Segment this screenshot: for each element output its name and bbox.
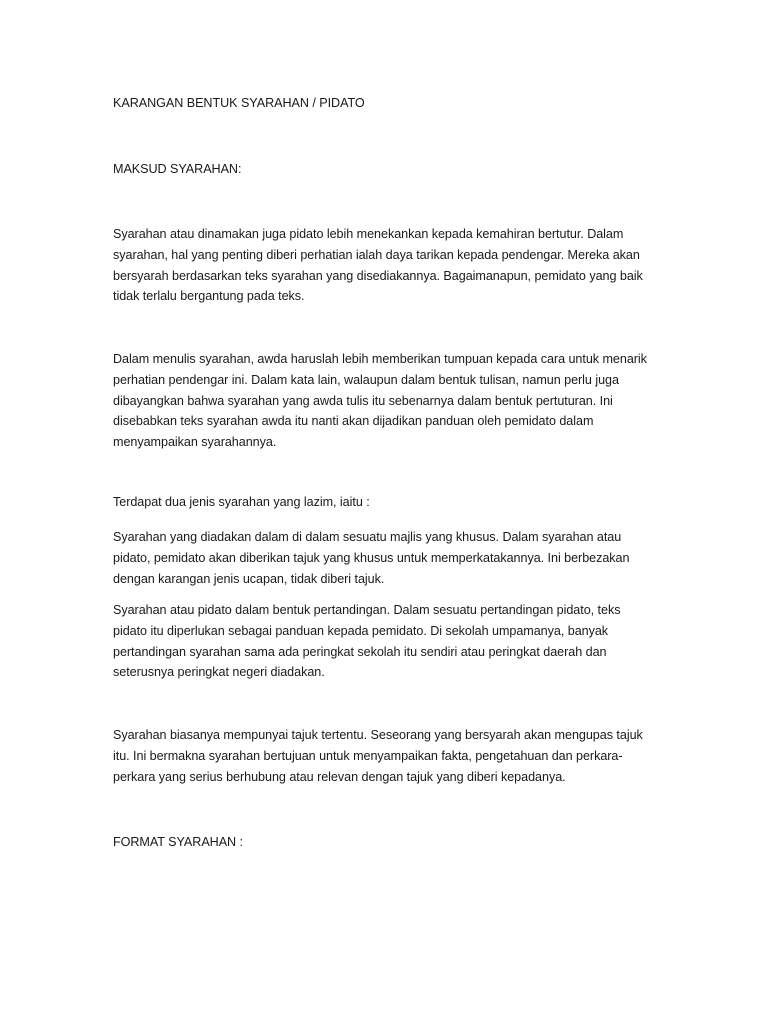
section-heading-maksud: MAKSUD SYARAHAN: — [113, 162, 242, 176]
paragraph-definition: Syarahan atau dinamakan juga pidato lebih menekankan kepada kemahiran bertutur. Dalam syarahan, hal yang penting diberi perhatian ialah daya tarikan kepada pendengar. Mereka akan bersyarah berdasarkan teks syarahan yang disediakannya. Bagaimanapun, pemidato yang baik tidak terlalu bergantung pada teks. — [113, 227, 643, 304]
document-title: KARANGAN BENTUK SYARAHAN / PIDATO — [113, 96, 365, 110]
section-heading-format: FORMAT SYARAHAN : — [113, 835, 243, 849]
paragraph-type-one: Syarahan yang diadakan dalam di dalam sesuatu majlis yang khusus. Dalam syarahan atau pidato, pemidato akan diberikan tajuk yang khusus untuk memperkatakannya. Ini berbezakan dengan karangan jenis ucapan, tidak diberi tajuk. — [113, 530, 630, 586]
paragraph-type-two: Syarahan atau pidato dalam bentuk pertandingan. Dalam sesuatu pertandingan pidato, teks pidato itu diperlukan sebagai panduan kepada pemidato. Di sekolah umpamanya, banyak pertandingan syarahan sama ada peringkat sekolah itu sendiri atau peringkat daerah dan seterusnya peringkat negeri diadakan. — [113, 603, 621, 680]
paragraph-writing-tips: Dalam menulis syarahan, awda haruslah lebih memberikan tumpuan kepada cara untuk menarik perhatian pendengar ini. Dalam kata lain, walaupun dalam bentuk tulisan, namun perlu juga dibayangkan bahwa syarahan yang awda tulis itu sebenarnya dalam bentuk pertuturan. Ini disebabkan teks syarahan awda itu nanti akan dijadikan panduan oleh pemidato dalam menyampaikan syarahannya. — [113, 352, 647, 450]
paragraph-types-intro: Terdapat dua jenis syarahan yang lazim, iaitu : — [113, 495, 370, 509]
paragraph-topic: Syarahan biasanya mempunyai tajuk tertentu. Seseorang yang bersyarah akan mengupas tajuk itu. Ini bermakna syarahan bertujuan untuk menyampaikan fakta, pengetahuan dan perkara-perkara yang serius berhubung atau relevan dengan tajuk yang diberi kepadanya. — [113, 728, 643, 784]
